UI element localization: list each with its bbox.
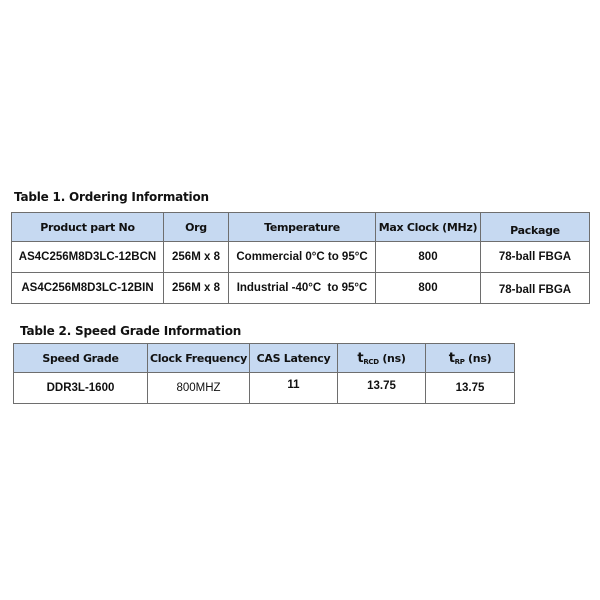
table1-caption: Table 1. Ordering Information — [14, 190, 209, 204]
cell-package: 78-ball FBGA — [481, 273, 590, 304]
trcd-unit: (ns) — [378, 351, 406, 365]
table-row — [12, 242, 590, 273]
table2-caption: Table 2. Speed Grade Information — [20, 324, 242, 338]
header-trp — [426, 344, 515, 373]
header-trcd — [338, 344, 426, 373]
trcd-t: t — [357, 350, 364, 366]
table-header-row — [14, 344, 515, 373]
cell-org: 256M x 8 — [164, 273, 229, 304]
header-org: Org — [164, 213, 229, 242]
cell-temperature: Commercial 0°C to 95°C — [229, 242, 376, 273]
cell-trp: 13.75 — [426, 373, 515, 404]
cell-part-no: AS4C256M8D3LC-12BIN — [12, 273, 164, 304]
header-product-part-no: Product part No — [12, 213, 164, 242]
table-row — [12, 273, 590, 304]
cell-package: 78-ball FBGA — [481, 242, 590, 273]
header-clock-frequency: Clock Frequency — [148, 344, 250, 373]
cell-org: 256M x 8 — [164, 242, 229, 273]
cell-max-clock: 800 — [376, 242, 481, 273]
trp-sub: RP — [454, 357, 465, 366]
trp-t: t — [448, 350, 455, 366]
header-max-clock: Max Clock (MHz) — [376, 213, 481, 242]
header-cas-latency: CAS Latency — [250, 344, 338, 373]
cell-cas-latency: 11 — [250, 373, 338, 404]
table-header-row — [12, 213, 590, 242]
trcd-sub: RCD — [363, 357, 379, 366]
cell-max-clock: 800 — [376, 273, 481, 304]
cell-clock-frequency: 800MHZ — [148, 373, 250, 404]
cell-trcd: 13.75 — [338, 373, 426, 404]
cell-temperature: Industrial -40°C to 95°C — [229, 273, 376, 304]
trp-unit: (ns) — [464, 351, 492, 365]
header-temperature: Temperature — [229, 213, 376, 242]
speed-grade-table — [13, 343, 515, 404]
header-speed-grade: Speed Grade — [14, 344, 148, 373]
cell-part-no: AS4C256M8D3LC-12BCN — [12, 242, 164, 273]
header-package: Package — [481, 213, 590, 242]
cell-speed-grade: DDR3L-1600 — [14, 373, 148, 404]
ordering-information-table — [11, 212, 590, 304]
table-row — [14, 373, 515, 404]
